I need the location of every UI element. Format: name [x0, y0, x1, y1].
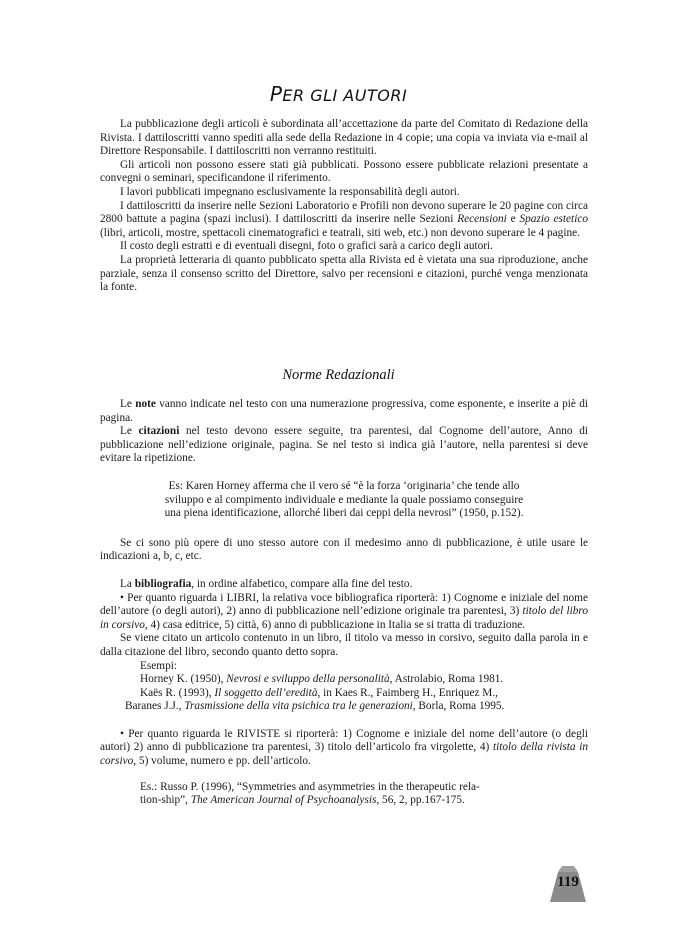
paragraph — [100, 592, 588, 633]
text: Baranes J.J., — [125, 700, 185, 713]
bibliography-entry — [100, 673, 588, 687]
bold-text: citazioni — [138, 425, 180, 438]
italic-text: Nevrosi e sviluppo della personalità — [226, 673, 390, 686]
title-rest: ER GLI AUTORI — [282, 86, 408, 105]
text: , in Kaes R., Faimberg H., Enriquez M., — [317, 686, 498, 699]
bold-text: note — [135, 398, 156, 410]
italic-text: Recensioni — [457, 213, 507, 226]
section-heading: Norme Redazionali — [282, 367, 395, 383]
text: , 56, 2, pp.167-175. — [376, 794, 465, 807]
paragraph — [100, 425, 588, 466]
italic-text: Il soggetto dell’eredità — [214, 686, 318, 699]
paragraph: Gli articoli non possono essere stati già pubblicati. Possono essere pubblicate relazioni presentate a convegni o seminari, specificandone il riferimento. — [100, 158, 588, 185]
paragraph — [100, 728, 588, 769]
norme-section — [100, 398, 588, 808]
text: • Per quanto riguarda le RIVISTE si riporterà: 1) Cognome e iniziale del nome dell’autore (o degli autori) 2) anno di pubblicazione tra parentesi, 3) titolo dell’articolo fra virgolette, 4) — [100, 727, 588, 754]
bibliography-entry — [100, 687, 588, 701]
italic-text: Spazio estetico — [519, 213, 588, 226]
page-number: 119 — [557, 874, 579, 890]
text: , Astrolabio, Roma 1981. — [389, 673, 504, 686]
title-initial: P — [269, 82, 283, 106]
example-line: Es: Karen Horney afferma che il vero sé “è la forza ‘originaria’ che tende allo — [168, 479, 520, 492]
text: (libri, articoli, mostre, spettacoli cinematografici e teatrali, siti web, etc.) non devono superare le 4 pagine. — [100, 226, 580, 239]
italic-text: titolo del libro in corsivo — [100, 605, 589, 631]
example-line: sviluppo e al compimento individuale e mediante la quale possiamo conseguire — [164, 493, 524, 506]
text: Le — [120, 425, 139, 438]
authors-section — [100, 118, 588, 295]
text: , 4) casa editrice, 5) città, 6) anno di pubblicazione in Italia se si tratta di traduzione. — [144, 618, 526, 631]
text: I dattiloscritti da inserire nelle Sezioni Laboratorio e Profili non devono superare le 20 pagine con circa 2800 battute a pagina (spazi inclusi). I dattiloscritti da inserire nelle Sezioni — [100, 199, 588, 226]
text: La — [120, 577, 135, 590]
paragraph: Se ci sono più opere di uno stesso autore con il medesimo anno di pubblicazione, è utile usare le indicazioni a, b, c, etc. — [100, 536, 588, 563]
paragraph: I lavori pubblicati impegnano esclusivamente la responsabilità degli autori. — [120, 185, 460, 198]
example-line: Es.: Russo P. (1996), “Symmetries and asymmetries in the therapeutic rela- — [140, 780, 480, 793]
example-line — [100, 794, 588, 808]
paragraph — [100, 398, 588, 425]
paragraph: La pubblicazione degli articoli è subordinata all’accettazione da parte del Comitato di Redazione della Rivista. I dattiloscritti vanno spediti alla sede della Redazione in 4 copie; una copia va inviata via e-mail al Direttore Responsabile. I dattiloscritti non verranno restituiti. — [100, 118, 588, 158]
example-line: una piena identificazione, allorché liberi dai ceppi della nevrosi” (1950, p.152). — [164, 507, 524, 520]
text: • Per quanto riguarda i LIBRI, la relativa voce bibliografica riporterà: 1) Cognome e iniziale del nome dell’autore (o degli autori), 2) anno di pubblicazione nell’edizione originale tra parentesi, 3) — [100, 591, 588, 618]
paragraph: Se viene citato un articolo contenuto in un libro, il titolo va messo in corsivo, seguito dalla parola in e dalla citazione del libro, secondo quanto detto sopra. — [100, 632, 588, 658]
paragraph: Il costo degli estratti e di eventuali disegni, foto o grafici sarà a carico degli autori. — [120, 240, 493, 253]
paragraph: La proprietà letteraria di quanto pubblicato spetta alla Rivista ed è vietata una sua riproduzione, anche parziale, senza il consenso scritto del Direttore, salvo per recensioni e citazioni, purché venga menzionata la fonte. — [100, 253, 588, 294]
italic-text: Trasmissione della vita psichica tra le generazioni — [184, 700, 413, 713]
text: nel testo devono essere seguite, tra parentesi, dal Cognome dell’autore, Anno di pubblicazione nell’edizione originale, pagina. Se nel testo si indica già l’autore, nella parentesi si deve evitare la ripetizione. — [100, 425, 588, 465]
text: Horney K. (1950), — [140, 673, 227, 686]
bold-text: bibliografia — [134, 577, 192, 590]
text: Kaës R. (1993), — [140, 686, 215, 699]
examples-label: Esempi: — [140, 659, 178, 672]
text: e — [506, 213, 520, 226]
text: , 5) volume, numero e pp. dell’articolo. — [133, 755, 311, 768]
text: , in ordine alfabetico, compare alla fine del testo. — [191, 577, 413, 590]
text: tion-ship”, — [140, 794, 191, 807]
italic-text: titolo della rivista in corsivo — [100, 741, 589, 768]
italic-text: The American Journal of Psychoanalysis — [190, 794, 377, 807]
text: , Borla, Roma 1995. — [412, 700, 505, 713]
paragraph — [100, 200, 588, 241]
paragraph — [100, 578, 588, 592]
bibliography-entry — [100, 700, 588, 714]
text: Le — [120, 398, 136, 410]
text: vanno indicate nel testo con una numerazione progressiva, come esponente, e inserite a piè di pagina. — [100, 398, 588, 424]
page-title — [0, 82, 677, 106]
